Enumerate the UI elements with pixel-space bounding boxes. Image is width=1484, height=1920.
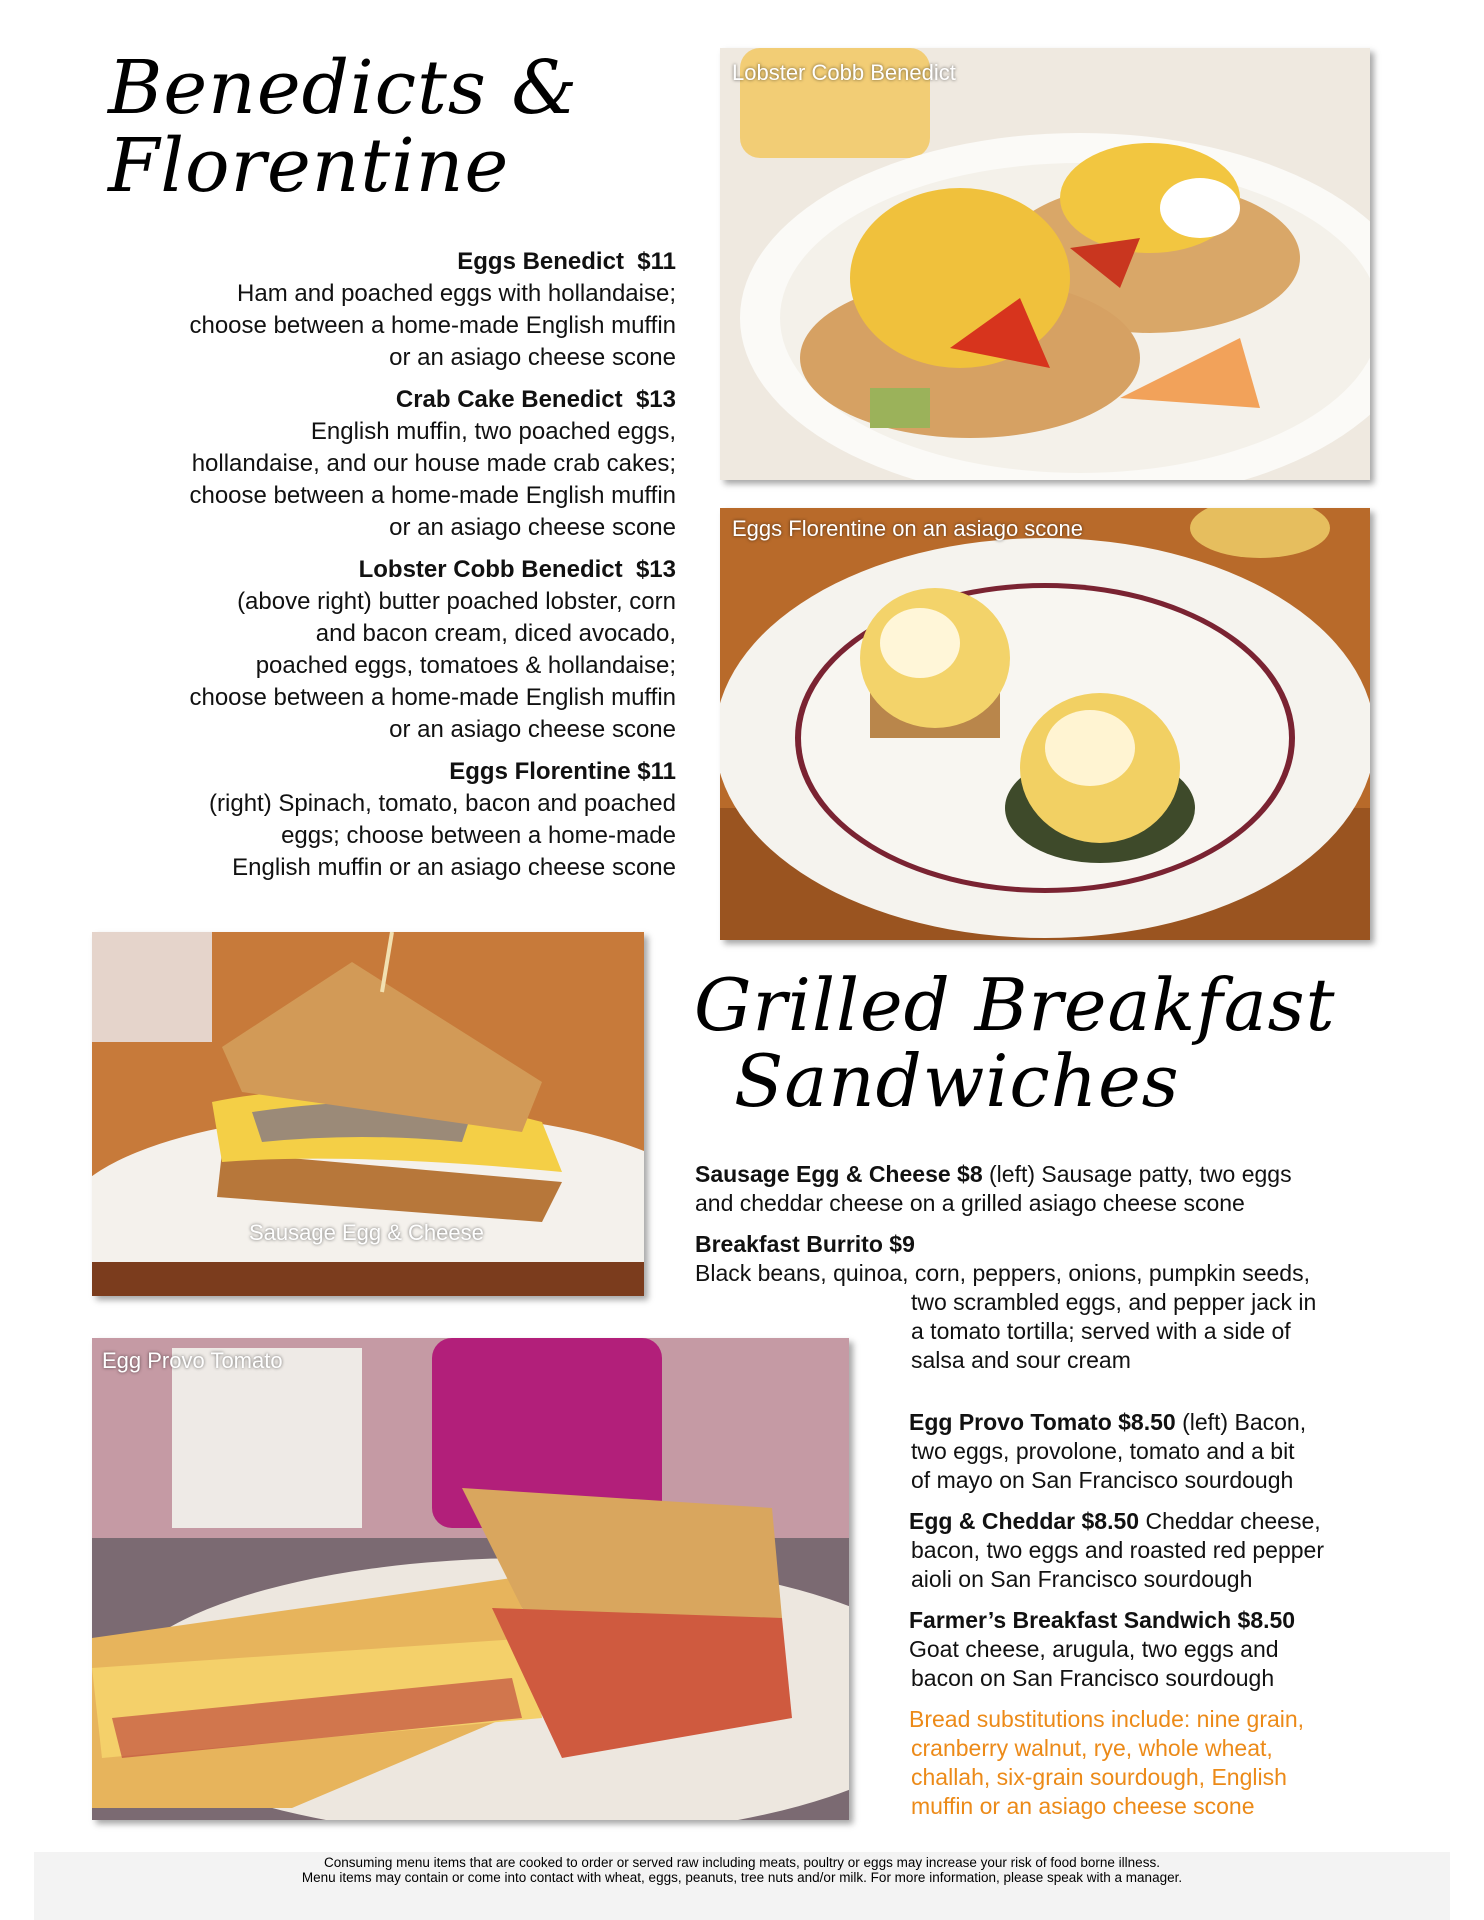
- title-line: Grilled Breakfast: [694, 963, 1336, 1047]
- item-desc-line: of mayo on San Francisco sourdough: [911, 1467, 1294, 1493]
- allergy-disclaimer: [34, 1852, 1450, 1920]
- item-title: Egg & Cheddar $8.50: [909, 1508, 1140, 1534]
- menu-item-eggs-florentine: [100, 756, 676, 884]
- section-title-grilled-sandwiches: [694, 963, 1336, 1123]
- title-line: Florentine: [108, 122, 510, 209]
- menu-item-breakfast-burrito: [695, 1230, 1375, 1375]
- item-title: Eggs Florentine $11: [449, 758, 676, 785]
- menu-item-lobster-cobb-benedict: [100, 554, 676, 746]
- sandwiches-menu: [695, 1160, 1375, 1391]
- sandwiches-menu-lower: [909, 1408, 1379, 1831]
- provo-sandwich-illustration: [92, 1338, 849, 1820]
- item-desc-line: Ham and poached eggs with hollandaise;: [237, 280, 676, 307]
- menu-item-sausage-egg-cheese: [695, 1160, 1375, 1218]
- item-desc-line: (left) Bacon,: [1175, 1409, 1307, 1435]
- title-line: Sandwiches: [734, 1038, 1180, 1123]
- photo-caption: Egg Provo Tomato: [102, 1348, 283, 1373]
- item-desc-line: a tomato tortilla; served with a side of: [911, 1318, 1291, 1344]
- item-desc-line: and cheddar cheese on a grilled asiago cheese scone: [695, 1190, 1245, 1216]
- item-desc-line: (left) Sausage patty, two eggs: [982, 1161, 1292, 1187]
- benedicts-menu: [100, 246, 676, 894]
- menu-item-eggs-benedict: [100, 246, 676, 374]
- menu-item-farmers-breakfast-sandwich: [909, 1606, 1379, 1693]
- item-desc-line: or an asiago cheese scone: [389, 514, 676, 541]
- photo-caption: Eggs Florentine on an asiago scone: [732, 516, 1084, 541]
- note-line: Bread substitutions include: nine grain,: [909, 1706, 1305, 1732]
- item-desc-line: English muffin, two poached eggs,: [310, 418, 676, 445]
- photo-caption: Lobster Cobb Benedict: [732, 60, 956, 85]
- menu-item-egg-provo-tomato: [909, 1408, 1379, 1495]
- item-title: Breakfast Burrito $9: [695, 1231, 915, 1257]
- item-desc-line: eggs; choose between a home-made: [281, 822, 676, 849]
- lobster-benedict-illustration: [720, 48, 1370, 480]
- item-title: Sausage Egg & Cheese $8: [695, 1161, 983, 1187]
- item-desc-line: hollandaise, and our house made crab cakes;: [191, 450, 676, 477]
- item-desc-line: two scrambled eggs, and pepper jack in: [911, 1289, 1317, 1315]
- menu-item-crab-cake-benedict: [100, 384, 676, 544]
- item-desc-line: Black beans, quinoa, corn, peppers, onions, pumpkin seeds,: [695, 1260, 1310, 1286]
- menu-item-egg-cheddar: [909, 1507, 1379, 1594]
- disclaimer-line: Consuming menu items that are cooked to order or served raw including meats, poultry or eggs may increase your risk of food borne illness.: [324, 1855, 1160, 1870]
- item-desc-line: and bacon cream, diced avocado,: [315, 620, 676, 647]
- item-desc-line: (above right) butter poached lobster, corn: [237, 588, 676, 615]
- eggs-florentine-illustration: [720, 508, 1370, 940]
- item-desc-line: salsa and sour cream: [911, 1347, 1131, 1373]
- item-title: Lobster Cobb Benedict $13: [358, 556, 676, 583]
- item-desc-line: bacon, two eggs and roasted red pepper: [911, 1537, 1325, 1563]
- item-title: Eggs Benedict $11: [457, 248, 676, 275]
- item-desc-line: Cheddar cheese,: [1139, 1508, 1321, 1534]
- item-desc-line: or an asiago cheese scone: [389, 716, 676, 743]
- item-desc-line: (right) Spinach, tomato, bacon and poached: [209, 790, 676, 817]
- note-line: muffin or an asiago cheese scone: [911, 1793, 1255, 1819]
- item-desc-line: aioli on San Francisco sourdough: [911, 1566, 1253, 1592]
- item-title: Crab Cake Benedict $13: [395, 386, 676, 413]
- item-desc-line: poached eggs, tomatoes & hollandaise;: [255, 652, 676, 679]
- note-line: cranberry walnut, rye, whole wheat,: [911, 1735, 1273, 1761]
- note-line: challah, six-grain sourdough, English: [911, 1764, 1287, 1790]
- item-desc-line: choose between a home-made English muffin: [189, 482, 676, 509]
- bread-substitutions-note: [909, 1705, 1379, 1821]
- photo-caption: Sausage Egg & Cheese: [249, 1220, 484, 1245]
- item-desc-line: bacon on San Francisco sourdough: [911, 1665, 1275, 1691]
- item-desc-line: Goat cheese, arugula, two eggs and: [909, 1636, 1279, 1662]
- photo-eggs-florentine: [720, 508, 1370, 940]
- photo-lobster-cobb-benedict: [720, 48, 1370, 480]
- item-desc-line: two eggs, provolone, tomato and a bit: [911, 1438, 1295, 1464]
- photo-sausage-egg-cheese: [92, 932, 644, 1296]
- item-desc-line: choose between a home-made English muffin: [189, 684, 676, 711]
- section-title-benedicts: [108, 45, 579, 209]
- disclaimer-line: Menu items may contain or come into contact with wheat, eggs, peanuts, tree nuts and/or milk. For more information, please speak with a manager.: [301, 1870, 1183, 1885]
- item-title: Egg Provo Tomato $8.50: [909, 1409, 1176, 1435]
- photo-egg-provo-tomato: [92, 1338, 849, 1820]
- item-desc-line: choose between a home-made English muffin: [189, 312, 676, 339]
- item-desc-line: English muffin or an asiago cheese scone: [232, 854, 676, 881]
- item-title: Farmer’s Breakfast Sandwich $8.50: [909, 1607, 1296, 1633]
- item-desc-line: or an asiago cheese scone: [389, 344, 676, 371]
- title-line: Benedicts &: [108, 45, 579, 131]
